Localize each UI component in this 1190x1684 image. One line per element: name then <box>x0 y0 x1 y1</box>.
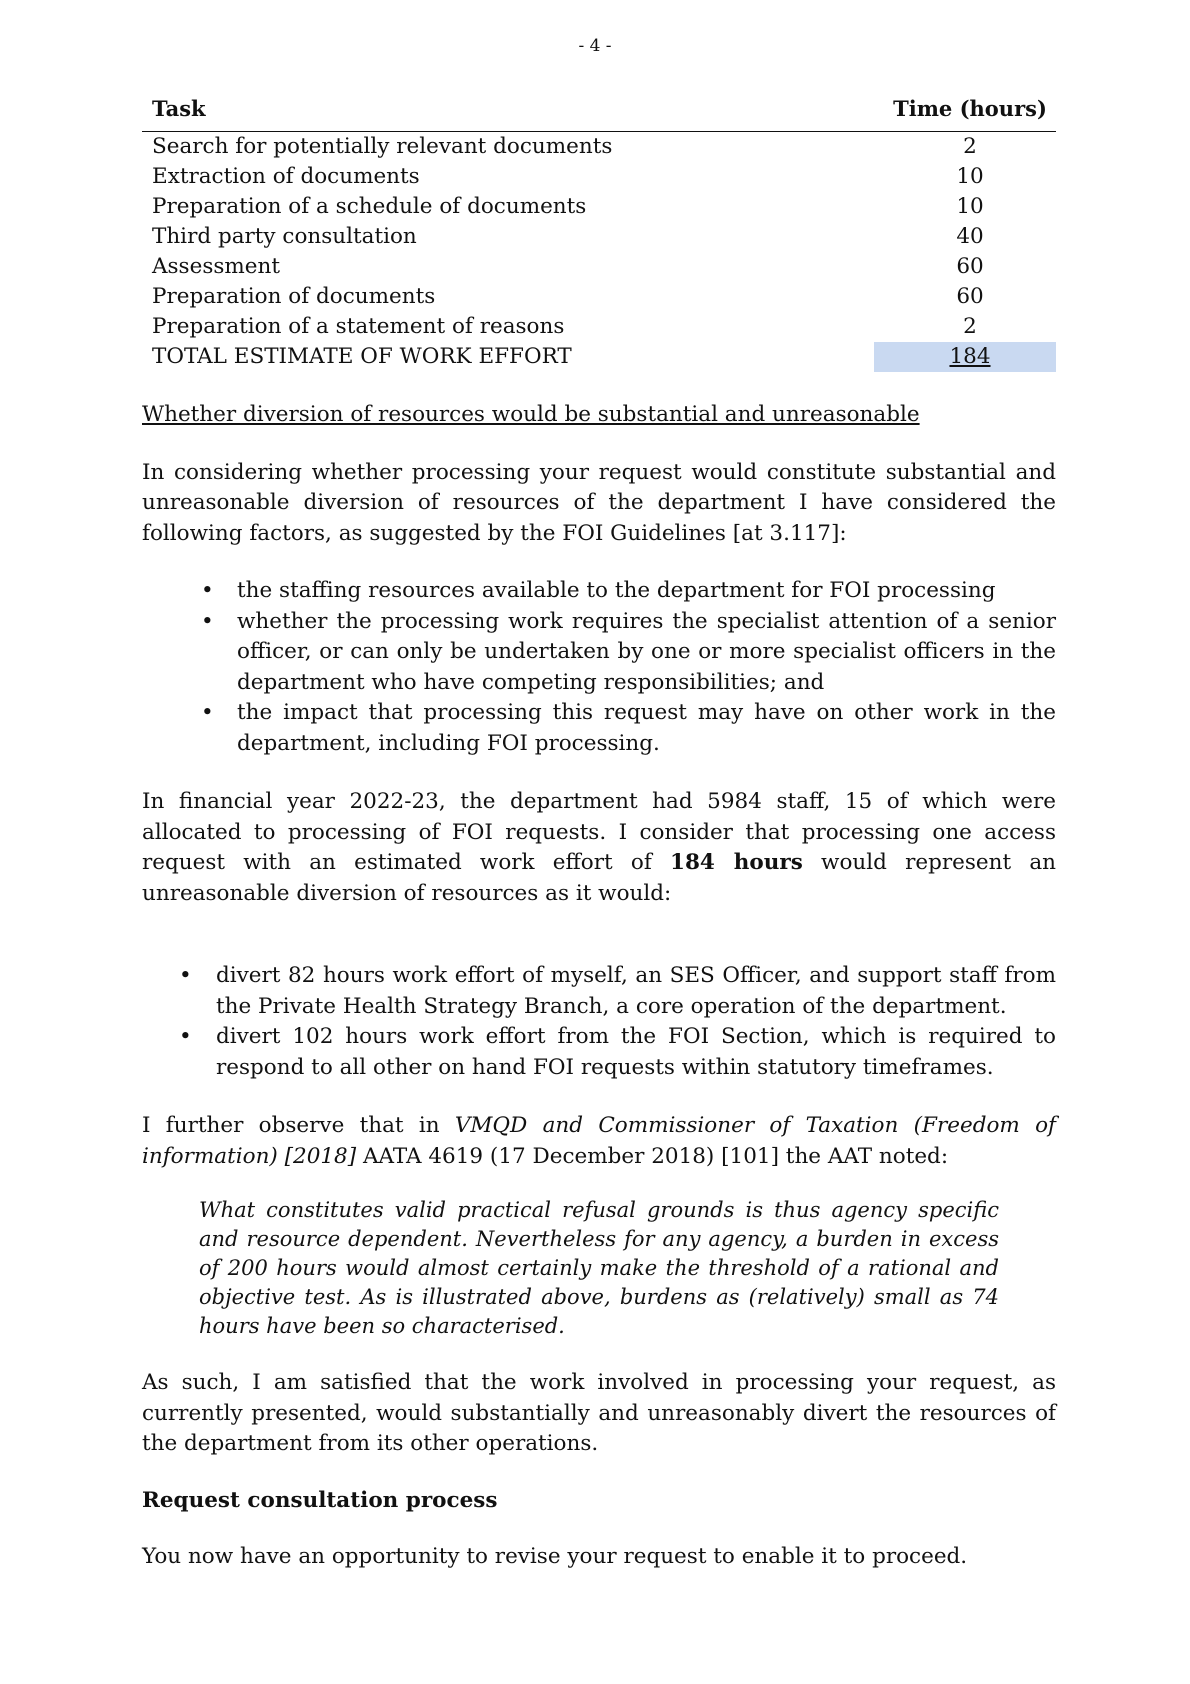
header-time: Time (hours) <box>893 96 1047 121</box>
table-row <box>142 192 1056 222</box>
list-item: • whether the processing work requires the specialist attention of a senior officer, or can only be undertaken by one or more specialist officers in the department who have competing responsibilities; and <box>237 607 1056 699</box>
table-row <box>142 222 1056 252</box>
table-row <box>142 162 1056 192</box>
list-item: • divert 82 hours work effort of myself, an SES Officer, and support staff from the Private Health Strategy Branch, a core operation of the department. <box>216 961 1056 1022</box>
task-cell: Assessment <box>152 254 280 279</box>
section-heading: Whether diversion of resources would be substantial and unreasonable <box>142 402 920 427</box>
work-effort-table <box>142 96 1056 372</box>
factors-list <box>237 576 1056 759</box>
hours-cell: 2 <box>963 314 977 339</box>
hours-cell: 40 <box>956 224 984 249</box>
table-header-row <box>142 96 1056 132</box>
table-row <box>142 252 1056 282</box>
paragraph-staffing: In financial year 2022-23, the department had 5984 staff, 15 of which were allocated to processing of FOI requests. I consider that processing one access request with an estimated work effort of 184 hours would represent an unreasonable diversion of resources as it would: <box>142 789 1056 906</box>
task-cell: Search for potentially relevant documents <box>152 134 613 159</box>
page-content <box>142 96 1056 1573</box>
hours-cell: 60 <box>956 284 984 309</box>
bold-hours: 184 hours <box>670 850 803 875</box>
total-label: TOTAL ESTIMATE OF WORK EFFORT <box>152 344 572 369</box>
hours-cell: 60 <box>956 254 984 279</box>
page-number: - 4 - <box>578 36 612 56</box>
case-name: VMQD and Commissioner of Taxation (Freedom of information) [2018] <box>142 1113 1056 1169</box>
table-total-row <box>142 342 1056 372</box>
block-quote: What constitutes valid practical refusal grounds is thus agency specific and resource dependent. Nevertheless for any agency, a burden in excess of 200 hours would almost certainly make the threshold of a rational and objective test. As is illustrated above, burdens as (relatively) small as 74 hours have been so characterised. <box>199 1198 999 1338</box>
list-item: • the staffing resources available to the department for FOI processing <box>237 576 1056 607</box>
table-row <box>142 282 1056 312</box>
task-cell: Preparation of documents <box>152 284 436 309</box>
total-hours: 184 <box>874 342 1056 372</box>
heading-consultation: Request consultation process <box>142 1487 498 1513</box>
task-cell: Third party consultation <box>152 224 417 249</box>
diversions-list <box>216 961 1056 1083</box>
header-task: Task <box>152 96 206 121</box>
paragraph-conclusion: As such, I am satisfied that the work involved in processing your request, as currently presented, would substantially and unreasonably divert the resources of the department from its other operations. <box>142 1370 1056 1456</box>
task-cell: Preparation of a statement of reasons <box>152 314 565 339</box>
task-cell: Preparation of a schedule of documents <box>152 194 587 219</box>
hours-cell: 2 <box>963 134 977 159</box>
list-item: • the impact that processing this request may have on other work in the department, including FOI processing. <box>237 698 1056 759</box>
table-row <box>142 312 1056 342</box>
list-item: • divert 102 hours work effort from the FOI Section, which is required to respond to all other on hand FOI requests within statutory timeframes. <box>216 1022 1056 1083</box>
paragraph-revise: You now have an opportunity to revise your request to enable it to proceed. <box>142 1544 968 1569</box>
paragraph-case-reference: I further observe that in VMQD and Commissioner of Taxation (Freedom of information) [2018] AATA 4619 (17 December 2018) [101] the AAT noted: <box>142 1113 1056 1169</box>
paragraph-factors-intro: In considering whether processing your request would constitute substantial and unreasonable diversion of resources of the department I have considered the following factors, as suggested by the FOI Guidelines [at 3.117]: <box>142 459 1056 546</box>
hours-cell: 10 <box>956 164 984 189</box>
hours-cell: 10 <box>956 194 984 219</box>
task-cell: Extraction of documents <box>152 164 420 189</box>
table-row <box>142 132 1056 163</box>
